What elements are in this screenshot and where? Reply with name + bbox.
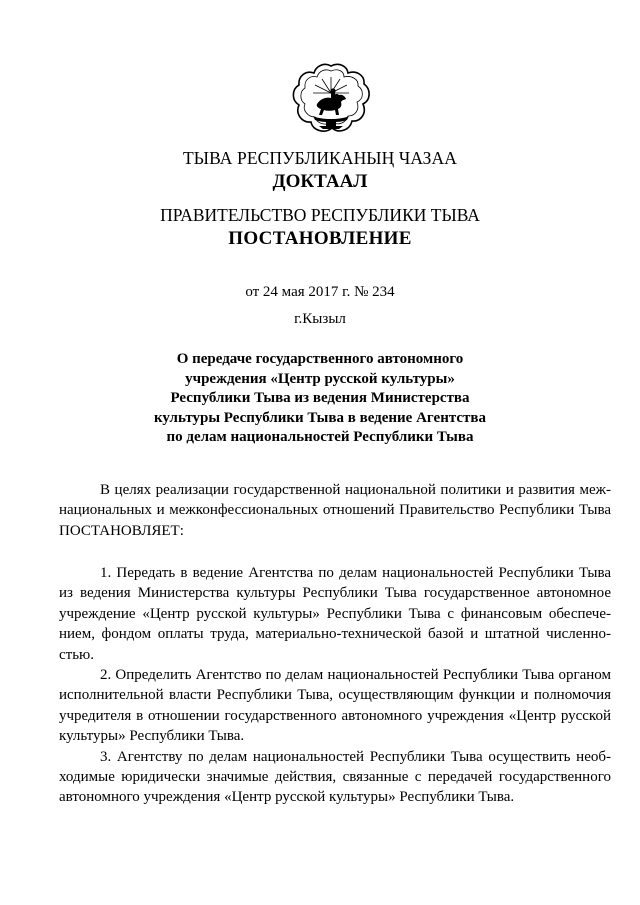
date-number: от 24 мая 2017 г. № 234 bbox=[245, 284, 395, 300]
city: г.Кызыл bbox=[294, 311, 346, 327]
intro-section bbox=[59, 480, 611, 541]
header-postanovlenie: ПОСТАНОВЛЕНИЕ bbox=[228, 228, 412, 249]
item-paragraph-2: 2. Определить Агентство по делам национальностей Республики Тыва органом исполнительной власти Республики Тыва, осуществляющим функции и полномочия учредителя в отношении государственного автономного учреждения «Центр русской культуры» Республики Тыва. bbox=[59, 667, 611, 745]
title-line: по делам национальностей Республики Тыва bbox=[166, 429, 474, 446]
title-line: учреждения «Центр русской культуры» bbox=[185, 370, 455, 387]
intro-paragraph: В целях реализации государственной национальной политики и развития межнациональных и межконфессиональных отношений Правительство Республики Тыва ПОСТАНОВЛЯЕТ: bbox=[59, 482, 611, 539]
document-title bbox=[100, 350, 540, 448]
header-government-line: ПРАВИТЕЛЬСТВО РЕСПУБЛИКИ ТЫВА bbox=[160, 205, 480, 225]
items-section bbox=[59, 563, 611, 808]
header-doktaal: ДОКТААЛ bbox=[272, 171, 368, 192]
title-line: Республики Тыва из ведения Министерства bbox=[170, 390, 470, 407]
title-line: О передаче государственного автономного bbox=[176, 351, 464, 367]
item-paragraph-1: 1. Передать в ведение Агентства по делам национальностей Республики Тыва из ведения Министерства культуры Республики Тыва государственное автономное учреждение «Центр русской культуры» Республики Тыва с финансовым обеспечением, фондом оплаты труда, материально-технической базой и штатной численностью. bbox=[59, 565, 611, 663]
header-tyva-line: ТЫВА РЕСПУБЛИКАНЫҢ ЧАЗАА bbox=[182, 148, 458, 168]
coat-of-arms-emblem bbox=[289, 60, 373, 136]
title-line: культуры Республики Тыва в ведение Агентства bbox=[153, 409, 487, 426]
item-paragraph-3: 3. Агентству по делам национальностей Республики Тыва осуществить необходимые юридически значимые действия, связанные с передачей государственного автономного учреждения «Центр русской культуры» Республики Тыва. bbox=[59, 748, 611, 806]
